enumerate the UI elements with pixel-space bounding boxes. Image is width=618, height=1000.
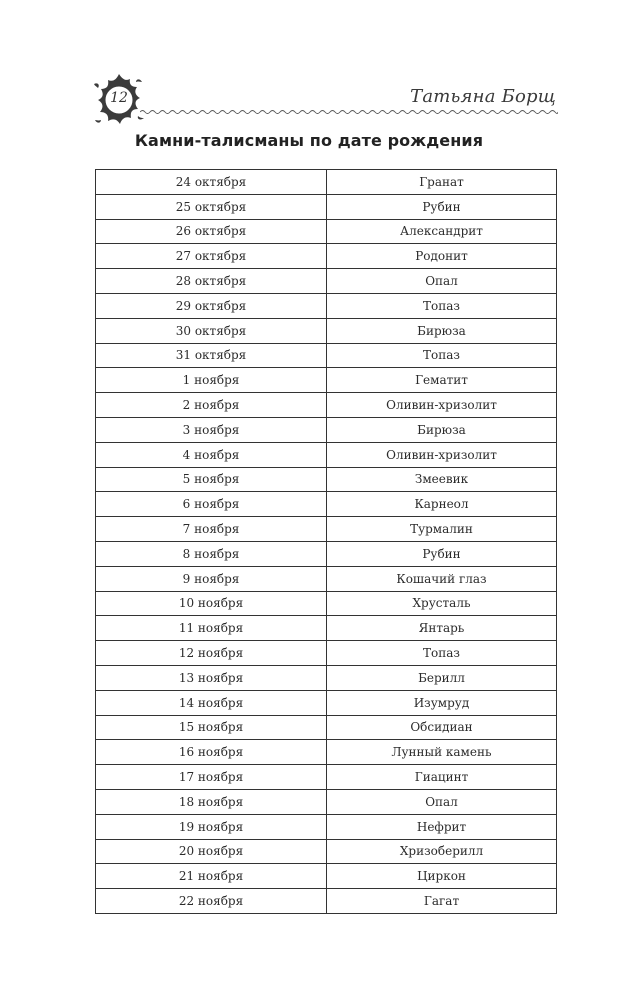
date-cell: 1 ноября — [96, 368, 327, 393]
stone-cell: Оливин-хризолит — [327, 442, 557, 467]
stone-cell: Топаз — [327, 343, 557, 368]
table-row — [96, 318, 557, 343]
table-row — [96, 566, 557, 591]
stone-cell: Бирюза — [327, 417, 557, 442]
table-row — [96, 368, 557, 393]
date-cell: 19 ноября — [96, 814, 327, 839]
stone-cell: Нефрит — [327, 814, 557, 839]
table-row — [96, 244, 557, 269]
date-cell: 17 ноября — [96, 765, 327, 790]
table-row — [96, 343, 557, 368]
stone-cell: Топаз — [327, 293, 557, 318]
table-row — [96, 665, 557, 690]
page-title: Камни-талисманы по дате рождения — [134, 131, 484, 150]
table-row — [96, 690, 557, 715]
stone-cell: Змеевик — [327, 467, 557, 492]
table-row — [96, 194, 557, 219]
stone-cell: Рубин — [327, 541, 557, 566]
date-cell: 20 ноября — [96, 839, 327, 864]
table-row — [96, 492, 557, 517]
date-cell: 13 ноября — [96, 665, 327, 690]
date-cell: 30 октября — [96, 318, 327, 343]
date-cell: 7 ноября — [96, 517, 327, 542]
stone-cell: Гематит — [327, 368, 557, 393]
table-row — [96, 541, 557, 566]
running-head-author: Татьяна Борщ — [410, 86, 556, 107]
table-row — [96, 814, 557, 839]
date-cell: 22 ноября — [96, 889, 327, 914]
date-cell: 29 октября — [96, 293, 327, 318]
stone-cell: Оливин-хризолит — [327, 393, 557, 418]
table-row — [96, 765, 557, 790]
stone-cell: Родонит — [327, 244, 557, 269]
date-cell: 24 октября — [96, 170, 327, 195]
stone-cell: Карнеол — [327, 492, 557, 517]
date-cell: 14 ноября — [96, 690, 327, 715]
stone-cell: Изумруд — [327, 690, 557, 715]
stones-table — [95, 169, 557, 914]
table-row — [96, 170, 557, 195]
wavy-divider — [140, 108, 558, 116]
date-cell: 8 ноября — [96, 541, 327, 566]
date-cell: 18 ноября — [96, 789, 327, 814]
date-cell: 25 октября — [96, 194, 327, 219]
stone-cell: Гагат — [327, 889, 557, 914]
stone-cell: Гранат — [327, 170, 557, 195]
stone-cell: Циркон — [327, 864, 557, 889]
table-row — [96, 393, 557, 418]
table-row — [96, 219, 557, 244]
stone-cell: Александрит — [327, 219, 557, 244]
table-row — [96, 740, 557, 765]
page-header — [90, 72, 558, 134]
table-row — [96, 442, 557, 467]
date-cell: 9 ноября — [96, 566, 327, 591]
stone-cell: Янтарь — [327, 616, 557, 641]
date-cell: 12 ноября — [96, 641, 327, 666]
stone-cell: Хризоберилл — [327, 839, 557, 864]
stone-cell: Бирюза — [327, 318, 557, 343]
stone-cell: Обсидиан — [327, 715, 557, 740]
table-row — [96, 789, 557, 814]
date-cell: 11 ноября — [96, 616, 327, 641]
date-cell: 21 ноября — [96, 864, 327, 889]
stone-cell: Берилл — [327, 665, 557, 690]
table-row — [96, 839, 557, 864]
table-row — [96, 864, 557, 889]
table-row — [96, 889, 557, 914]
table-row — [96, 417, 557, 442]
table-row — [96, 467, 557, 492]
stone-cell: Топаз — [327, 641, 557, 666]
date-cell: 3 ноября — [96, 417, 327, 442]
stone-cell: Опал — [327, 789, 557, 814]
date-cell: 16 ноября — [96, 740, 327, 765]
date-cell: 2 ноября — [96, 393, 327, 418]
table-row — [96, 616, 557, 641]
table-row — [96, 293, 557, 318]
stone-cell: Опал — [327, 269, 557, 294]
date-cell: 4 ноября — [96, 442, 327, 467]
date-cell: 5 ноября — [96, 467, 327, 492]
table-row — [96, 715, 557, 740]
date-cell: 15 ноября — [96, 715, 327, 740]
date-cell: 6 ноября — [96, 492, 327, 517]
stone-cell: Лунный камень — [327, 740, 557, 765]
stone-cell: Хрусталь — [327, 591, 557, 616]
date-cell: 26 октября — [96, 219, 327, 244]
stone-cell: Кошачий глаз — [327, 566, 557, 591]
stone-cell: Рубин — [327, 194, 557, 219]
table-row — [96, 641, 557, 666]
page-number: 12 — [110, 90, 128, 106]
date-cell: 10 ноября — [96, 591, 327, 616]
table-row — [96, 517, 557, 542]
stone-cell: Гиацинт — [327, 765, 557, 790]
table-row — [96, 269, 557, 294]
table-row — [96, 591, 557, 616]
date-cell: 31 октября — [96, 343, 327, 368]
date-cell: 27 октября — [96, 244, 327, 269]
stone-cell: Турмалин — [327, 517, 557, 542]
date-cell: 28 октября — [96, 269, 327, 294]
